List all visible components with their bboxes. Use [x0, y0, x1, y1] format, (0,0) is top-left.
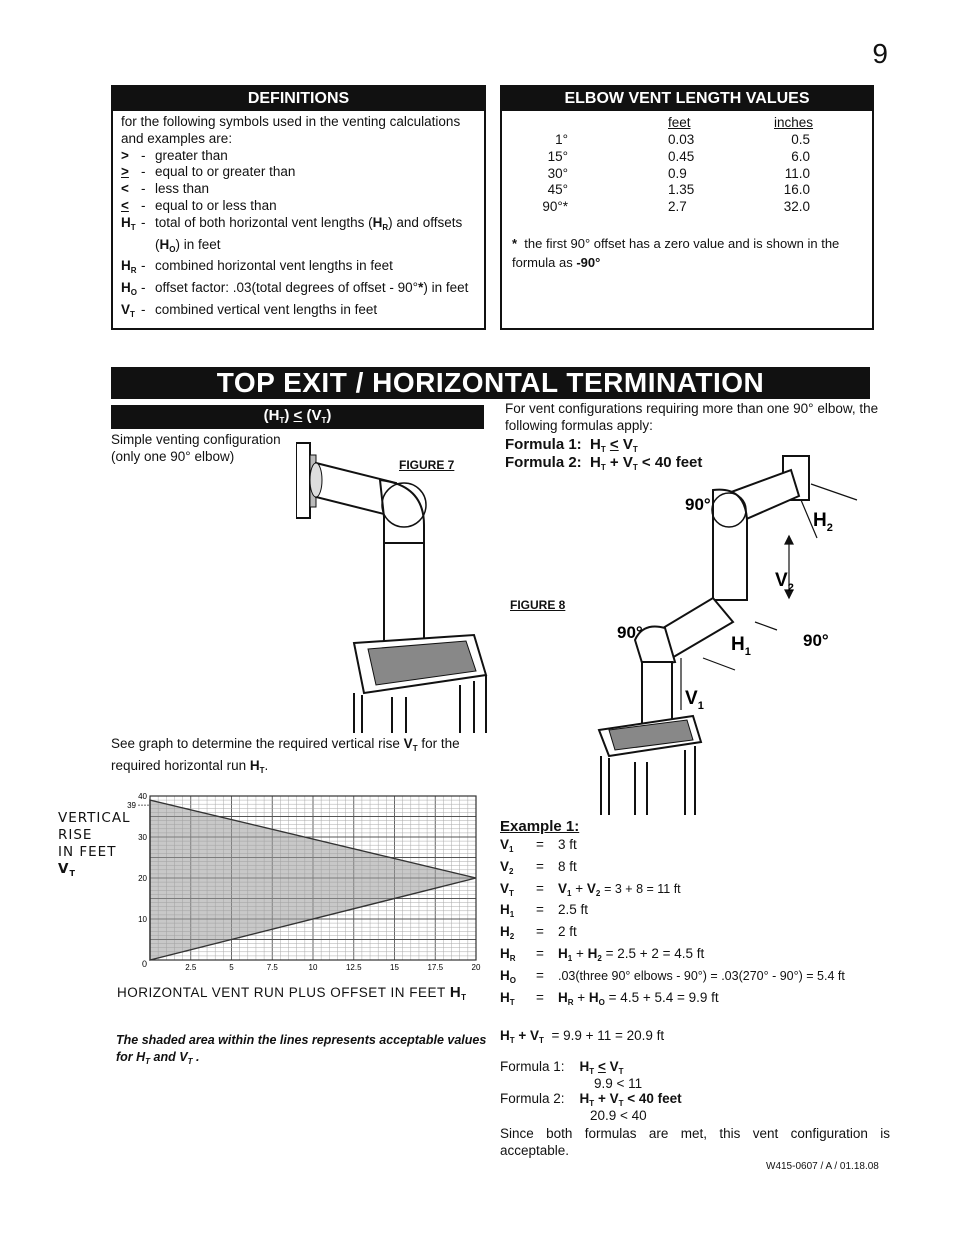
chart-caption: The shaded area within the lines represents acceptable values for $H_T$ and $V_T$ . — [116, 1033, 487, 1066]
y-tick-label: 30 — [138, 833, 147, 842]
definitions-intro: for the following symbols used in the venting calculations and examples are: — [121, 114, 461, 146]
y-tick-label: 40 — [138, 792, 147, 801]
elbow-cell: 1° — [555, 132, 568, 147]
elbow-cell: 32.0 — [783, 199, 810, 215]
x-tick-label: 7.5 — [266, 963, 278, 972]
def-row: < - less than — [121, 181, 478, 198]
definitions-body — [113, 111, 484, 324]
definitions-box — [111, 85, 486, 330]
elbow-cell: 90°* — [542, 199, 568, 215]
def-text: greater than — [155, 147, 228, 163]
col-feet: feet — [668, 115, 691, 130]
vent-chart — [110, 788, 490, 978]
col-inches: inches — [774, 115, 814, 130]
def-row: < - equal to or less than — [121, 198, 478, 215]
elbow-title: ELBOW VENT LENGTH VALUES — [502, 87, 872, 111]
def-row: > - greater than — [121, 148, 478, 165]
x-tick-label: 5 — [229, 963, 234, 972]
x-tick-label: 2.5 — [185, 963, 197, 972]
elbow-cell: 30° — [547, 165, 568, 181]
svg-text:V1: $V_1$ — [685, 688, 704, 712]
origin-label: 0 — [141, 959, 147, 969]
elbow-cell: 0.03 — [668, 132, 695, 147]
elbow-table — [502, 115, 872, 215]
def-row-ht: $H_T$ - total of both horizontal vent lengths $(H_R)$ and offsets $(H_O)$ in feet — [121, 214, 463, 254]
elbow-note: * the first 90° offset has a zero value and is shown in the formula as -90° — [512, 236, 840, 270]
y-tick-label: 39 — [127, 801, 136, 811]
def-symbol: < — [121, 197, 129, 213]
elbow-cell: 6.0 — [791, 148, 810, 164]
fig8-deg-label: 90° — [617, 623, 643, 642]
formula-2: Formula 2: $H_T + V_T < 40$ feet — [505, 454, 703, 472]
elbow-cell: 1.35 — [668, 182, 695, 198]
figure7-label: FIGURE 7 — [399, 458, 455, 472]
right-intro: For vent configurations requiring more than one 90° elbow, the following formulas apply: — [505, 401, 879, 433]
elbow-cell: 0.5 — [791, 132, 810, 147]
x-tick-label: 20 — [471, 963, 481, 972]
x-tick-label: 17.5 — [427, 963, 444, 972]
figure8-label: FIGURE 8 — [510, 598, 566, 612]
see-graph-text: See graph to determine the required vertical rise $V_T$ for the required horizontal run $H_T$. — [111, 736, 460, 775]
x-tick-label: 15 — [390, 963, 399, 972]
example-conclusion: Since both formulas are met, this vent configuration is acceptable. — [500, 1126, 890, 1159]
svg-text:V2: $V_2$ — [775, 570, 794, 594]
chart-ylabel: VERTICAL RISE IN FEET $V_T$ — [58, 810, 131, 878]
svg-text:H2: $H_2$ — [813, 510, 833, 534]
figure8-illustration — [595, 450, 875, 820]
elbow-cell: 0.45 — [668, 148, 695, 164]
simple-config-text: Simple venting configuration (only one 90° elbow) — [111, 432, 281, 464]
y-tick-label: 20 — [138, 874, 147, 883]
elbow-cell: 16.0 — [783, 182, 810, 198]
section-banner: TOP EXIT / HORIZONTAL TERMINATION — [111, 367, 870, 399]
fig8-deg-label: 90° — [803, 631, 829, 650]
def-row-vt: $V_T$ - combined vertical vent lengths in feet — [121, 301, 378, 319]
elbow-cell: 0.9 — [668, 165, 687, 181]
svg-text:H1: $H_1$ — [731, 634, 751, 658]
def-row-hr: $H_R$ - combined horizontal vent lengths in feet — [121, 258, 393, 276]
def-symbol: > — [121, 164, 129, 180]
x-tick-label: 10 — [308, 963, 318, 972]
chart-xlabel: HORIZONTAL VENT RUN PLUS OFFSET IN FEET $H_T$ — [117, 984, 467, 1002]
doc-code: W415-0607 / A / 01.18.08 — [766, 1161, 879, 1172]
example-block: Example 1: $V_1$ = 3 ft $V_2$ = 8 ft $V_T$ = $V_1 + V_2 = 3 + 8 = 11$ ft $H_1$ = 2.5 ft $H_2$ = 2 ft $H_R$ = $H_1 + H_2 = 2.5 + 2 = 4.5$ ft $H_O$ = .03(three 90° elbows - 90°) = .03(270° - 90°) = 5.4 ft $H_T$ = $H_R + H_O = 4.5 + 5.4 = 9.9$ ft $H_T + V_T = 9.9 + 11 = 20.9$ ft Formula 1: $H_T < V_T$ 9.9 < 11 Formula 2: $H_T + V_T < 40$ feet 20.9 < 40 Since both formulas are met, this vent configuration is acceptable. — [500, 818, 890, 1159]
subbanner: $(H_T) < (V_T)$ — [111, 405, 484, 429]
x-tick-label: 12.5 — [345, 963, 362, 972]
def-symbol: < — [121, 181, 129, 197]
elbow-cell: 11.0 — [784, 165, 810, 181]
fig8-deg-label: 90° — [685, 495, 711, 514]
elbow-cell: 2.7 — [668, 199, 687, 215]
example-title: Example 1: — [500, 818, 580, 835]
elbow-box — [500, 85, 874, 330]
def-symbol: > — [121, 147, 129, 163]
definitions-title: DEFINITIONS — [113, 87, 484, 111]
def-text: equal to or less than — [155, 197, 277, 213]
y-tick-label: 10 — [138, 915, 147, 924]
def-row-ho: $H_O$ - offset factor: .03(total degrees of offset - 90°*) in feet — [121, 280, 469, 298]
page-number: 9 — [872, 38, 888, 69]
def-text: equal to or greater than — [155, 164, 296, 180]
figure7-illustration — [296, 435, 496, 735]
def-row: > - equal to or greater than — [121, 164, 478, 181]
elbow-cell: 15° — [547, 148, 568, 164]
formula-1: Formula 1: $H_T < V_T$ — [505, 436, 638, 454]
def-text: less than — [155, 181, 210, 197]
elbow-cell: 45° — [547, 182, 568, 198]
